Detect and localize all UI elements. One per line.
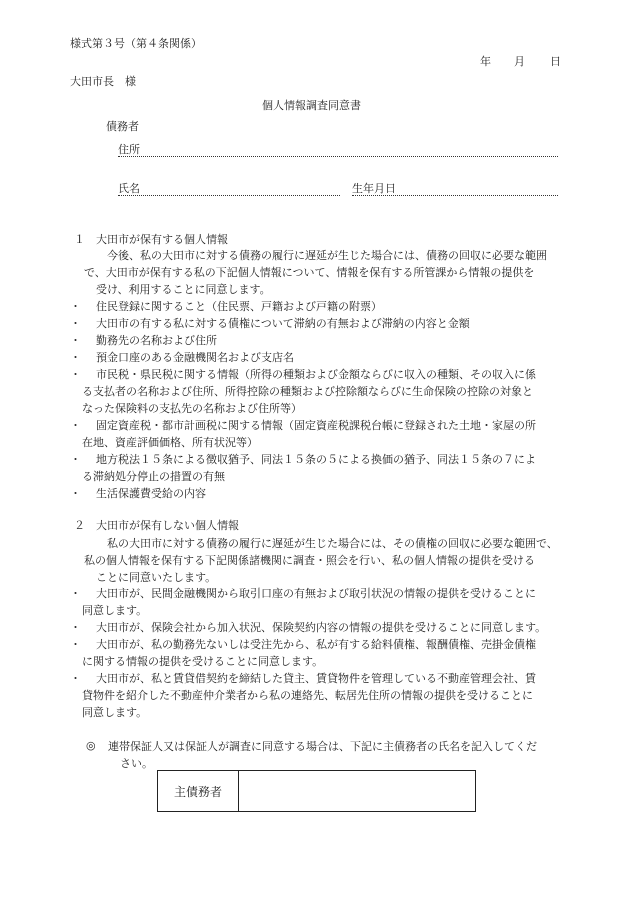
form-number: 様式第３号（第４条関係）	[70, 37, 202, 50]
list-item-text: 大田市が、私の勤務先ないしは受注先から、私が有する給料債権、報酬債権、売掛金債権	[96, 638, 536, 651]
bullet: ・	[70, 300, 81, 313]
bullet: ・	[70, 487, 81, 500]
list-item-text: なった保険料の支払先の名称および住所等）	[82, 402, 302, 415]
section1-intro-line: 受け、利用することに同意します。	[96, 283, 271, 296]
list-item	[70, 619, 565, 636]
list-item	[70, 636, 565, 670]
list-item-text: 市民税・県民税に関する情報（所得の種類および金額ならびに収入の種類、その収入に係	[96, 368, 536, 381]
note-mark: ◎	[86, 739, 96, 752]
list-item	[70, 417, 565, 451]
list-item	[70, 485, 565, 502]
guarantor-note-line: 連帯保証人又は保証人が調査に同意する場合は、下記に主債務者の氏名を記入してくだ	[108, 740, 537, 753]
address-field-line[interactable]	[118, 156, 558, 157]
bullet: ・	[70, 638, 81, 651]
date-year-label: 年	[480, 55, 491, 68]
bullet: ・	[70, 453, 81, 466]
debtor-label: 債務者	[106, 120, 139, 133]
name-label: 氏名	[118, 182, 140, 195]
list-item-text: 在地、資産評価価格、所有状況等）	[82, 436, 258, 449]
bullet: ・	[70, 368, 81, 381]
list-item	[70, 451, 565, 485]
bullet: ・	[70, 587, 81, 600]
list-item-text: 固定資産税・都市計画税に関する情報（固定資産税課税台帳に登録された土地・家屋の所	[96, 419, 536, 432]
birthdate-label: 生年月日	[352, 182, 396, 195]
birthdate-field-line[interactable]	[352, 195, 558, 196]
list-item	[70, 315, 565, 332]
list-item-text: 同意します。	[82, 706, 148, 719]
list-item-text: る支払者の名称および住所、所得控除の種類および控除額ならびに生命保険の控除の対象と	[82, 385, 533, 398]
date-day-label: 日	[550, 55, 561, 68]
principal-debtor-label: 主債務者	[158, 771, 239, 812]
section2-intro-line: ことに同意いたします。	[96, 571, 217, 584]
guarantor-note	[108, 738, 568, 772]
section1-heading: １ 大田市が保有する個人情報	[74, 233, 228, 246]
section1-intro	[84, 247, 574, 298]
address-label: 住所	[118, 143, 140, 156]
list-item	[70, 585, 565, 619]
section2-intro-line: 私の個人情報を保有する下記関係諸機関に調査・照会を行い、私の個人情報の提供を受ける	[84, 554, 535, 567]
document-title: 個人情報調査同意書	[262, 99, 361, 112]
list-item-text: 勤務先の名称および住所	[96, 334, 217, 347]
section1-intro-line: 今後、私の大田市に対する債務の履行に遅延が生じた場合には、債務の回収に必要な範囲	[107, 249, 547, 262]
list-item	[70, 670, 565, 721]
bullet: ・	[70, 419, 81, 432]
list-item-text: 大田市が、保険会社から加入状況、保険契約内容の情報の提供を受けることに同意します。	[96, 621, 547, 634]
list-item	[70, 298, 565, 315]
list-item-text: に関する情報の提供を受けることに同意します。	[82, 655, 324, 668]
date-month-label: 月	[514, 55, 525, 68]
list-item-text: 大田市が、私と賃貸借契約を締結した貸主、賃貸物件を管理している不動産管理会社、賃	[96, 672, 536, 685]
list-item	[70, 332, 565, 349]
list-item-text: 大田市が、民間金融機関から取引口座の有無および取引状況の情報の提供を受けることに	[96, 587, 536, 600]
section1-intro-line: で、大田市が保有する私の下記個人情報について、情報を保有する所管課から情報の提供を	[84, 266, 535, 279]
list-item-text: る滞納処分停止の措置の有無	[82, 470, 225, 483]
bullet: ・	[70, 351, 81, 364]
list-item-text: 貸物件を紹介した不動産仲介業者から私の連絡先、転居先住所の情報の提供を受けることに	[82, 689, 533, 702]
list-item-text: 生活保護費受給の内容	[96, 487, 206, 500]
guarantor-note-line: さい。	[120, 757, 153, 770]
section2-intro-line: 私の大田市に対する債務の履行に遅延が生じた場合には、その債権の回収に必要な範囲で、	[107, 537, 558, 550]
list-item-text: 地方税法１５条による徴収猶予、同法１５条の５による換価の猶予、同法１５条の７によ	[96, 453, 536, 466]
principal-debtor-name-field[interactable]	[239, 771, 476, 812]
bullet: ・	[70, 317, 81, 330]
list-item-text: 同意します。	[82, 604, 148, 617]
bullet: ・	[70, 672, 81, 685]
list-item-text: 預金口座のある金融機関名および支店名	[96, 351, 294, 364]
bullet: ・	[70, 621, 81, 634]
list-item-text: 住民登録に関すること（住民票、戸籍および戸籍の附票）	[96, 300, 382, 313]
principal-debtor-table	[157, 770, 476, 812]
section2-intro	[84, 535, 579, 586]
list-item-text: 大田市の有する私に対する債権について滞納の有無および滞納の内容と金額	[96, 317, 470, 330]
section2-heading: ２ 大田市が保有しない個人情報	[74, 519, 239, 532]
bullet: ・	[70, 334, 81, 347]
list-item	[70, 366, 565, 417]
addressee: 大田市長 様	[70, 75, 136, 88]
name-field-line[interactable]	[118, 195, 340, 196]
list-item	[70, 349, 565, 366]
